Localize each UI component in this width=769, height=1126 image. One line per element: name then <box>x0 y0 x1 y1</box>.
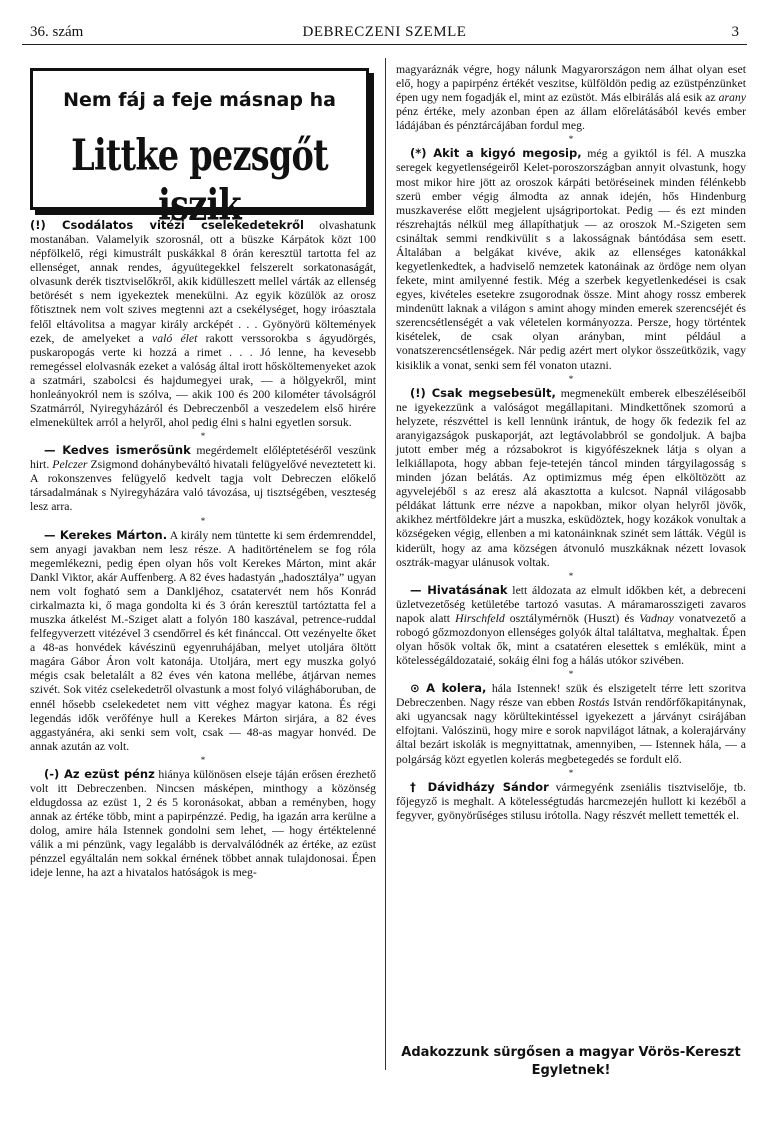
article-heading: — Kedves ismerősünk <box>44 443 191 458</box>
article-duty-victims <box>396 583 746 668</box>
article-text: megmenekült emberek elbeszéléseiből ne igyekezzünk a valóságot megállapitani. Mindkettőnek szomorú a helyzete, részvéttel is kell lennünk irántuk, de hogy ők fedezik fel az aranyigazságok puskaporját, azt legtávolabbról se gondoljuk. A bajba jutott ember még a rózsabokrot is kigyófészeknek látja s olyan a lelkiállapota, hogy abban feje-tetején táncol minden tárgyilagosság s minden józan belátás. Az optimizmus még épen elköltözött az agyvelejéből s az eresz alá akasztotta a kulcsot. Napnál világosabb példákat láttunk erre nézve a napokban, mikor olyan helyről jövők, akikhez mértföldekre járt a muszka, esküdöztek, hogy kozákok vonultak a községeken végig, ellenben a mi katonáinknak szinét sem látták. Végül is kiderült, hogy az ama községen átvonuló muszkáknak nézett lovasok osztrák-magyar ulánusok voltak. <box>396 386 746 569</box>
article-silver-money-continued <box>396 63 746 133</box>
article-heading: (*) Akit a kigyó megosip, <box>410 146 582 161</box>
article-heading: (-) Az ezüst pénz <box>44 766 155 781</box>
article-italic: Rostás <box>578 696 610 710</box>
article-text: osztálymérnök (Huszt) és <box>504 611 640 625</box>
article-text: hiánya különösen elseje táján erősen érezhető volt itt Debreczenben. Nincsen másképen, minthogy a közönség eldugdossa az ezüst 1, 2 és 5 koronásokat, abban a reményben, hogy annak az értéke több, mint a papirpénzzé. Pedig, ha igazán arra kerülne a dolog, amire hála Istennek gondolni sem lehet, — hogy értéktelenné válik a mi pénzünk, vagy legalább is dervalválódnék az értéke, az ezüst pénzzel egyáltalán nem sokkal érnének többet annak tulajdonosai. Épen ideje lenne, ha azt a hivatalos hatóságok is meg- <box>30 767 376 880</box>
article-obituary <box>396 780 746 823</box>
article-heading: — Hivatásának <box>410 582 508 597</box>
article-heading: † Dávidházy Sándor <box>410 779 549 794</box>
separator-star: * <box>568 570 574 581</box>
appeal-line-1: Adakozzunk sürgősen a magyar Vörös-Kereszt <box>401 1045 741 1060</box>
article-wounded <box>396 386 746 570</box>
ad-line-2: Littke pezsgőt iszik <box>71 131 328 231</box>
article-miraculous-deeds <box>30 218 376 430</box>
article-cholera <box>396 681 746 766</box>
article-italic: Vadnay <box>639 611 674 625</box>
article-heading: ⊙ A kolera, <box>410 681 487 696</box>
article-kerekes-marton <box>30 528 376 754</box>
article-italic: való élet <box>151 331 198 345</box>
separator-star: * <box>200 515 206 526</box>
page-header <box>22 24 747 46</box>
red-cross-appeal <box>396 1044 746 1080</box>
ad-line-1: Nem fáj a feje másnap ha <box>63 89 336 111</box>
separator-star: * <box>568 669 574 680</box>
page-number: 3 <box>731 24 739 40</box>
separator-star: * <box>200 754 206 765</box>
separator-star: * <box>200 431 206 442</box>
right-column <box>396 63 746 823</box>
article-text: rakott verssorokba s ágyudörgés, puskaropogás verte ki hozzá a rimet . . . Jó lenne, ha kevesebb remegéssel elolvasnák ezeket a valóság által irott hősköltemenyeket azok a szatmári, szabolcsi és hajdumegyei urak, — a hölgyekről, mint honleányokról nem is szólva, — akik 100 és 200 kilométer távolságról Szatmárról, Nyiregyházáról és Debreczenből a veszedelem első hirére elmenekültek arról a helyről, ahol pedig élni s halni egyetlen sorsuk. <box>30 331 376 430</box>
article-snake-bite <box>396 146 746 372</box>
article-heading: (!) Csodálatos vitézi cselekedetekről <box>30 218 304 232</box>
separator-star: * <box>568 767 574 778</box>
header-rule <box>22 44 747 45</box>
article-silver-money <box>30 767 376 881</box>
article-text: megérdemelt előléptetéséről veszünk hirt. <box>30 444 376 472</box>
issue-number: 36. szám <box>30 24 84 40</box>
article-acquaintance <box>30 443 376 514</box>
article-text: még a gyiktól is fél. A muszka seregek kegyetlenségeiről Kelet-poroszországban annyit olvastunk, hogy most mikor hire jött az oroszok kárpáti betöréseinek minden félénkebb szerü ember végig álmodta az annak idején, hős Hindenburg muszkaverése előtt megjelent ujságriportokat. Pedig — és ezt minden részrehajtás nélkül meg állapíthatjuk — az oroszok M.-Szigeten sem csináltak semmi rendkivülit s a lakosságnak bántódása sem esett. Általában a belgákat kivéve, akik az ellenséges katonákkal kegyetlenkedtek, a hadviselő nemzetek katonáinak az ördöge nem olyan fekete, mint amilyenné festik. Még a szerbek kegyetlenkedései is csak egyes, kivételes esetekre zsugorodnak össze. Mint ahogy rossz emberek mindenütt laknak a világon s amint ahogy minden emerek szerencséjét és szerencsétlenségét a vak véletelen kormányozza. Persze, hogy történtek kisételek, de csak olyan arányban, mint például a vonatszerencsétlenségek. Nár pedig azért mert olykor összeütközik, vagy kisiklik a vonat, senki sem fél vonaton utazni. <box>396 147 746 372</box>
article-text: olvashatunk mostanában. Valamelyik szorosnál, ott a büszke Kárpátok közt 100 népfölkelő, régi kimustrált puskákkal 8 órán keresztül tartotta fel az ellenséget, annak rendes, ágyuütegekkel felszerelt sorkatonaságát, olvasunk derék tisztviselőkről, akik kidülleszett mellel várták az ellenség betörését s nem igyekeztek menekülni. Az egyik közülök az orosz főtisztnek nem volt szives megtenni azt a csekélységet, hogy iróasztala felől eltávolitsa a magyar király arcképét . . . Gyönyörü költemények ezek, de amelyeket a <box>30 219 376 345</box>
article-italic: Pelczer <box>52 458 88 472</box>
article-italic: Hirschfeld <box>455 611 505 625</box>
article-heading: — Kerekes Márton. <box>44 527 168 542</box>
article-text: István rendőrfőkapitánynak, aki ugyancsak nagy körültekintéssel igyekezett a járványt csirájában elfojtani. Valószinü, hogy mire e sorok napvilágot látnak, a kolerajárvány által bezárt iskolák is megnyittatnak, amennyiben, — Istennek hála, — a polgárság közt egyetlen kolerás megbetegedés se fordult elő. <box>396 696 746 766</box>
newspaper-title: DEBRECZENI SZEMLE <box>302 24 467 40</box>
separator-star: * <box>568 373 574 384</box>
article-italic: arany <box>718 91 746 105</box>
article-text: A király nem tüntette ki sem érdemrenddel, sem anyagi javakban nem lesz része. A haditörténelem se fog róla megemlékezni, pedig épen olyan hős volt Kerekes Márton, mint akár Dankl Viktor, akár Auffenberg. A 82 éves hadastyán „hadosztálya” ugyan nem volt fogható sem a Dankljéhoz, csatatervét nem hős Konrád cirkalmazta ki, ő maga gondolta ki és 3 órán keresztül tartóztatta fel a muszka átkelést M.-Sziget alatt a folyón 180 kaszával, petrence-ruddal felfegyverzett vitézével 3 csendőrrel és két finánccal. Ott vezényelte őket a 48-as honvédek kávészinü egyenruhájában, melyet utoljára öltött magára Gábor Áron volt katonája. Utoljára, mert egy muszka golyó mégis csak beletalált a 82 éves vén katona mellébe, átjárvan nemes szivét. Sok vitéz cselekedetről olvastunk a most folyó világháboruban, de ennél hősebb cselekedetet nem vitt véghez magyar katona. És régi legendás idők verőfénye hull a Kerekes Márton sirjára, a 82 éves aggastyánéra, aki senki sem volt, csak — 48-as magyar honvéd. De annak azután az volt. <box>30 528 376 753</box>
article-text: vármegyénk zseniális tisztviselője, tb. főjegyző is meghalt. A kötelességtudás harcmezején hullott ki kezéből a fegyver, gyönyörűséges stilusu irótolla. Nagy részvét mellett temették el. <box>396 780 746 822</box>
article-text: Zsigmond dohánybeváltó hivatali felügyelővé neveztetett ki. A rokonszenves felügyelő kedvelt tagja volt Debreczen előkelő társadalmának s Nyiregyházára való távozása, uj tisztségében, veszteség lesz arra. <box>30 458 376 514</box>
article-text: lett áldozata az elmult időkben két, a debreceni üzletvezetőség ketületébe tartozó vasutas. A máramarosszigeti zavaros napok alatt <box>396 583 746 625</box>
article-text: magyaráznák végre, hogy nálunk Magyarországon nem álhat olyan eset elő, hogy a papirpénz értékét veszitse, külföldön pedig az ezüstpénzünket épen ugy nem fogadják el, mint az ezüstöt. Más elbirálás alá esik az <box>396 63 746 105</box>
left-column <box>30 218 376 880</box>
appeal-line-2: Egyletnek! <box>531 1063 611 1078</box>
article-text: pénz értéke, mely azonban épen az állam előrelátásából kevés ember ládájában és pénztárcájában fordul meg. <box>396 105 746 133</box>
separator-star: * <box>568 134 574 145</box>
article-text: hála Istennek! szük és elszigetelt térre lett szoritva Debreczenben. Nagy része van ebben <box>396 682 746 710</box>
column-divider <box>385 58 386 1070</box>
article-heading: (!) Csak megsebesült, <box>410 385 556 400</box>
article-text: vonatvezető a robogó gőzmozdonyon ellenséges golyók által találtatva, meghaltak. Épen olyan hősök voltak ők, mint a csatatéren elesettek s emlékük, mint a kötelességáldozataié, sokáig élni fog a hálás utókor szivében. <box>396 611 746 668</box>
